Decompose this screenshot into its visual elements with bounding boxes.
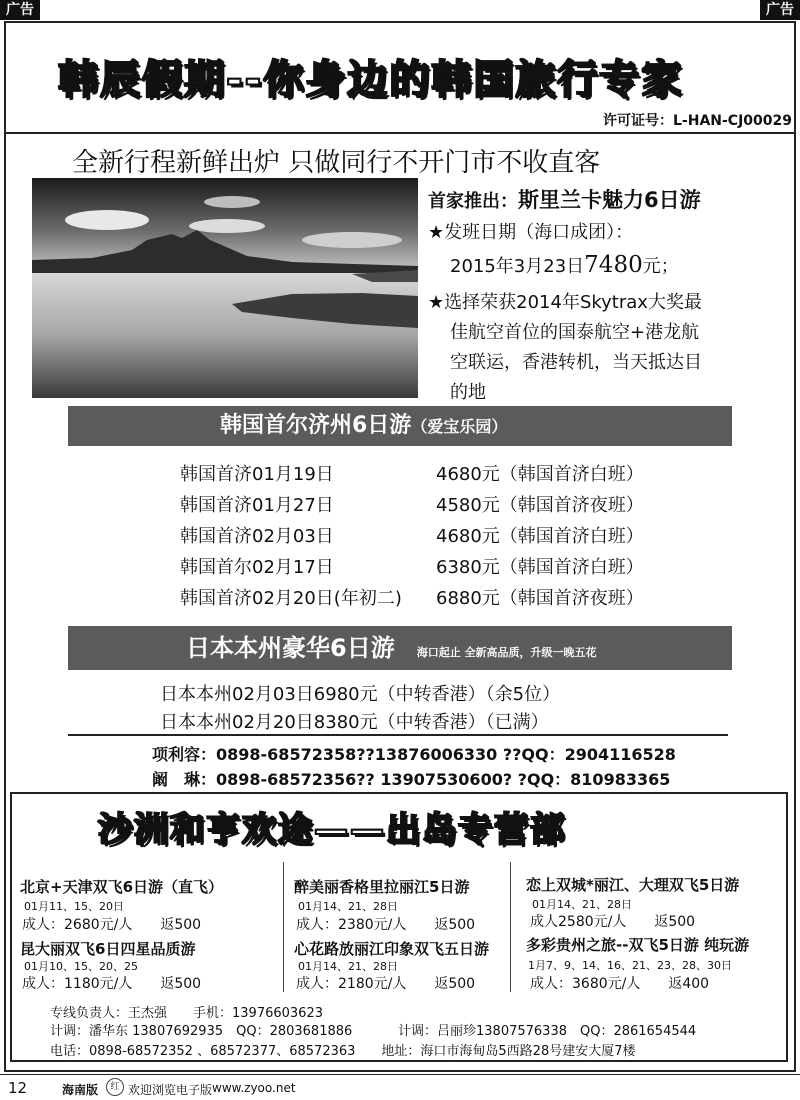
korea-row-5-route: 韩国首济02月20日(年初二) bbox=[180, 588, 402, 609]
col2-title-2: 心花路放丽江印象双飞五日游 bbox=[294, 940, 490, 958]
col1-price-2: 成人：1180元/人 返500 bbox=[22, 976, 202, 992]
edition-label: 海南版 bbox=[62, 1083, 99, 1097]
feature-line-4: 佳航空首位的国泰航空+港龙航 bbox=[450, 322, 700, 343]
feature-price: 7480 bbox=[584, 252, 643, 278]
korea-subtitle: （爱宝乐园） bbox=[411, 417, 508, 436]
korea-row-1-route: 韩国首济01月19日 bbox=[180, 464, 334, 485]
edition-badge-icon: 红 bbox=[106, 1078, 124, 1096]
korea-band bbox=[68, 406, 732, 446]
license-number: 许可证号：L-HAN-CJ00029 bbox=[603, 113, 792, 129]
outbound-phone-address: 电话：0898-68572352 、68572377、68572363 地址：海口市海甸岛5西路28号建安大厦7楼 bbox=[50, 1044, 636, 1059]
header-title: 韩辰假期--你身边的韩国旅行专家 bbox=[58, 57, 684, 103]
outbound-planner-1: 计调：潘华东 13807692935 QQ：2803681886 bbox=[50, 1024, 353, 1039]
feature-name: 斯里兰卡魅力6日游 bbox=[518, 188, 701, 212]
korea-row-1-price: 4680元（韩国首济白班） bbox=[436, 464, 644, 485]
outbound-planner-2: 计调：吕丽珍13807576338 QQ：2861654544 bbox=[398, 1024, 697, 1039]
ad-tag-left: 广告 bbox=[0, 0, 40, 20]
feature-price-suffix: 元； bbox=[642, 256, 679, 277]
column-divider-1 bbox=[283, 862, 284, 992]
col2-price-2: 成人：2180元/人 返500 bbox=[296, 976, 476, 992]
col1-date-1: 01月11、15、20日 bbox=[24, 900, 124, 913]
korea-row-3-price: 4680元（韩国首济白班） bbox=[436, 526, 644, 547]
feature-line-1: ★发班日期（海口成团）： bbox=[428, 222, 634, 243]
japan-band bbox=[68, 626, 732, 670]
col1-date-2: 01月10、15、20、25 bbox=[24, 960, 138, 973]
feature-line-5: 空联运，香港转机，当天抵达目 bbox=[450, 352, 702, 373]
feature-line-2 bbox=[450, 252, 679, 278]
col3-price-2: 成人：3680元/人 返400 bbox=[530, 976, 710, 992]
header-divider bbox=[4, 132, 796, 134]
japan-divider bbox=[68, 734, 728, 736]
korea-row-4-price: 6380元（韩国首济白班） bbox=[436, 557, 644, 578]
korea-title: 韩国首尔济州6日游 bbox=[220, 413, 412, 438]
col1-price-1: 成人：2680元/人 返500 bbox=[22, 917, 202, 933]
korea-row-5-price: 6880元（韩国首济夜班） bbox=[436, 588, 644, 609]
site-url[interactable]: www.zyoo.net bbox=[212, 1081, 296, 1095]
col2-date-1: 01月14、21、28日 bbox=[298, 900, 398, 913]
japan-title: 日本本州豪华6日游 bbox=[186, 634, 395, 662]
feature-line-6: 的地 bbox=[450, 382, 486, 403]
korea-row-4-route: 韩国首尔02月17日 bbox=[180, 557, 334, 578]
slogan: 全新行程新鲜出炉 只做同行不开门市不收直客 bbox=[72, 148, 601, 178]
page-number: 12 bbox=[8, 1079, 28, 1097]
outbound-title: 沙洲和亨欢途——出岛专营部 bbox=[98, 810, 566, 850]
col2-price-1: 成人：2380元/人 返500 bbox=[296, 917, 476, 933]
ad-tag-right: 广告 bbox=[760, 0, 800, 20]
japan-row-1: 日本本州02月03日6980元（中转香港）（余5位） bbox=[160, 684, 561, 705]
col3-date-1: 01月14、21、28日 bbox=[532, 898, 632, 911]
col3-date-2: 1月7、9、14、16、21、23、28、30日 bbox=[528, 959, 732, 972]
page-footer bbox=[0, 1074, 800, 1100]
col3-title-1: 恋上双城*丽江、大理双飞5日游 bbox=[526, 876, 740, 894]
outbound-manager: 专线负责人：王杰强 手机：13976603623 bbox=[50, 1006, 323, 1021]
col2-date-2: 01月14、21、28日 bbox=[298, 960, 398, 973]
feature-heading bbox=[428, 184, 701, 214]
feature-line-3: ★选择荣获2014年Skytrax大奖最 bbox=[428, 292, 702, 313]
korea-row-2-route: 韩国首济01月27日 bbox=[180, 495, 334, 516]
korea-row-2-price: 4580元（韩国首济夜班） bbox=[436, 495, 644, 516]
landscape-photo bbox=[32, 178, 418, 398]
korea-row-3-route: 韩国首济02月03日 bbox=[180, 526, 334, 547]
contact-1: 项利容：0898-68572358??13876006330 ??QQ：2904116528 bbox=[152, 745, 676, 764]
col1-title-1: 北京+天津双飞6日游（直飞） bbox=[20, 878, 224, 896]
col1-title-2: 昆大丽双飞6日四星品质游 bbox=[20, 940, 196, 958]
japan-row-2: 日本本州02月20日8380元（中转香港）（已满） bbox=[160, 712, 549, 733]
japan-subtitle: 海口起止 全新高品质，升级一晚五花 bbox=[416, 646, 597, 659]
column-divider-2 bbox=[510, 862, 511, 992]
contact-2: 阚 琳：0898-68572356?? 13907530600? ?QQ：810983365 bbox=[152, 770, 671, 789]
feature-date: 2015年3月23日 bbox=[450, 256, 585, 277]
col3-title-2: 多彩贵州之旅--双飞5日游 纯玩游 bbox=[526, 936, 750, 954]
feature-label: 首家推出： bbox=[428, 191, 518, 212]
welcome-text: 欢迎浏览电子版 bbox=[128, 1083, 213, 1097]
col2-title-1: 醉美丽香格里拉丽江5日游 bbox=[294, 878, 470, 896]
col3-price-1: 成人2580元/人 返500 bbox=[530, 914, 696, 930]
